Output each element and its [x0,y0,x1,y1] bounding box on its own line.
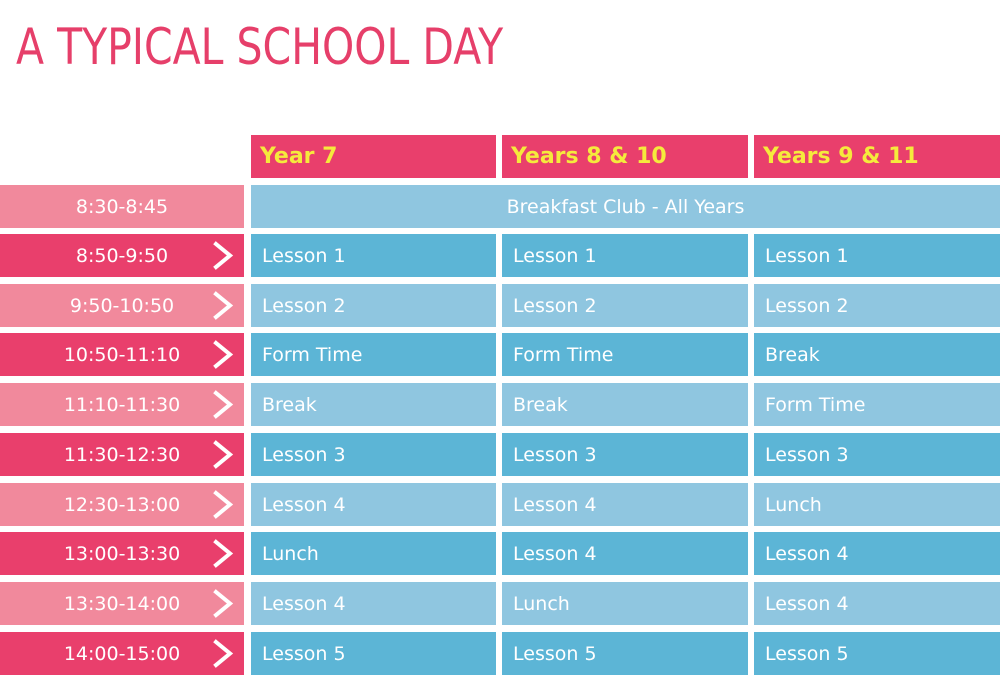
timetable-cell: Lesson 4 [502,483,748,526]
timetable-cell: Lesson 1 [502,234,748,277]
header-years-8-10: Years 8 & 10 [502,135,748,178]
time-label: 8:50-9:50 [75,244,169,267]
timetable-cell: Form Time [251,333,496,376]
timetable-cell: Lunch [502,582,748,625]
time-slot [0,234,244,277]
timetable-cell: Break [754,333,1000,376]
time-slot [0,433,244,476]
timetable-cell: Lesson 1 [251,234,496,277]
timetable-cell: Lesson 5 [502,632,748,675]
time-slot [0,582,244,625]
timetable-cell: Form Time [502,333,748,376]
timetable-cell: Lesson 4 [251,582,496,625]
time-slot [0,532,244,575]
timetable-cell: Lesson 1 [754,234,1000,277]
timetable-cell: Lesson 3 [251,433,496,476]
time-breakfast [0,185,244,228]
chevron-right-icon [210,539,238,568]
timetable-cell: Form Time [754,383,1000,426]
time-label: 11:10-11:30 [63,393,181,416]
timetable-cell: Lesson 3 [754,433,1000,476]
timetable-cell: Break [502,383,748,426]
time-slot [0,483,244,526]
timetable-cell: Lesson 4 [754,532,1000,575]
chevron-right-icon [210,490,238,519]
time-label: 14:00-15:00 [63,642,181,665]
header-year-7: Year 7 [251,135,496,178]
timetable-cell: Lesson 4 [251,483,496,526]
header-years-9-11: Years 9 & 11 [754,135,1000,178]
timetable-cell: Lesson 2 [754,284,1000,327]
timetable-cell: Lesson 2 [251,284,496,327]
chevron-right-icon [210,390,238,419]
timetable-cell: Lunch [754,483,1000,526]
timetable-cell: Lesson 4 [754,582,1000,625]
timetable-cell: Lesson 5 [251,632,496,675]
timetable-cell: Lesson 2 [502,284,748,327]
timetable-cell: Lesson 3 [502,433,748,476]
time-label: 9:50-10:50 [69,294,175,317]
timetable-cell: Lesson 4 [502,532,748,575]
chevron-right-icon [210,440,238,469]
timetable-cell: Lesson 5 [754,632,1000,675]
time-label: 8:30-8:45 [75,195,169,218]
timetable-cell: Lunch [251,532,496,575]
time-label: 13:30-14:00 [63,592,181,615]
time-label: 13:00-13:30 [63,542,181,565]
chevron-right-icon [210,589,238,618]
time-slot [0,333,244,376]
time-slot [0,284,244,327]
chevron-right-icon [210,241,238,270]
time-label: 11:30-12:30 [63,443,181,466]
time-slot [0,632,244,675]
time-label: 12:30-13:00 [63,493,181,516]
chevron-right-icon [210,340,238,369]
chevron-right-icon [210,291,238,320]
time-label: 10:50-11:10 [63,343,181,366]
chevron-right-icon [210,639,238,668]
breakfast-club-cell: Breakfast Club - All Years [251,185,1000,228]
timetable-cell: Break [251,383,496,426]
time-slot [0,383,244,426]
page-title: A TYPICAL SCHOOL DAY [16,18,504,76]
